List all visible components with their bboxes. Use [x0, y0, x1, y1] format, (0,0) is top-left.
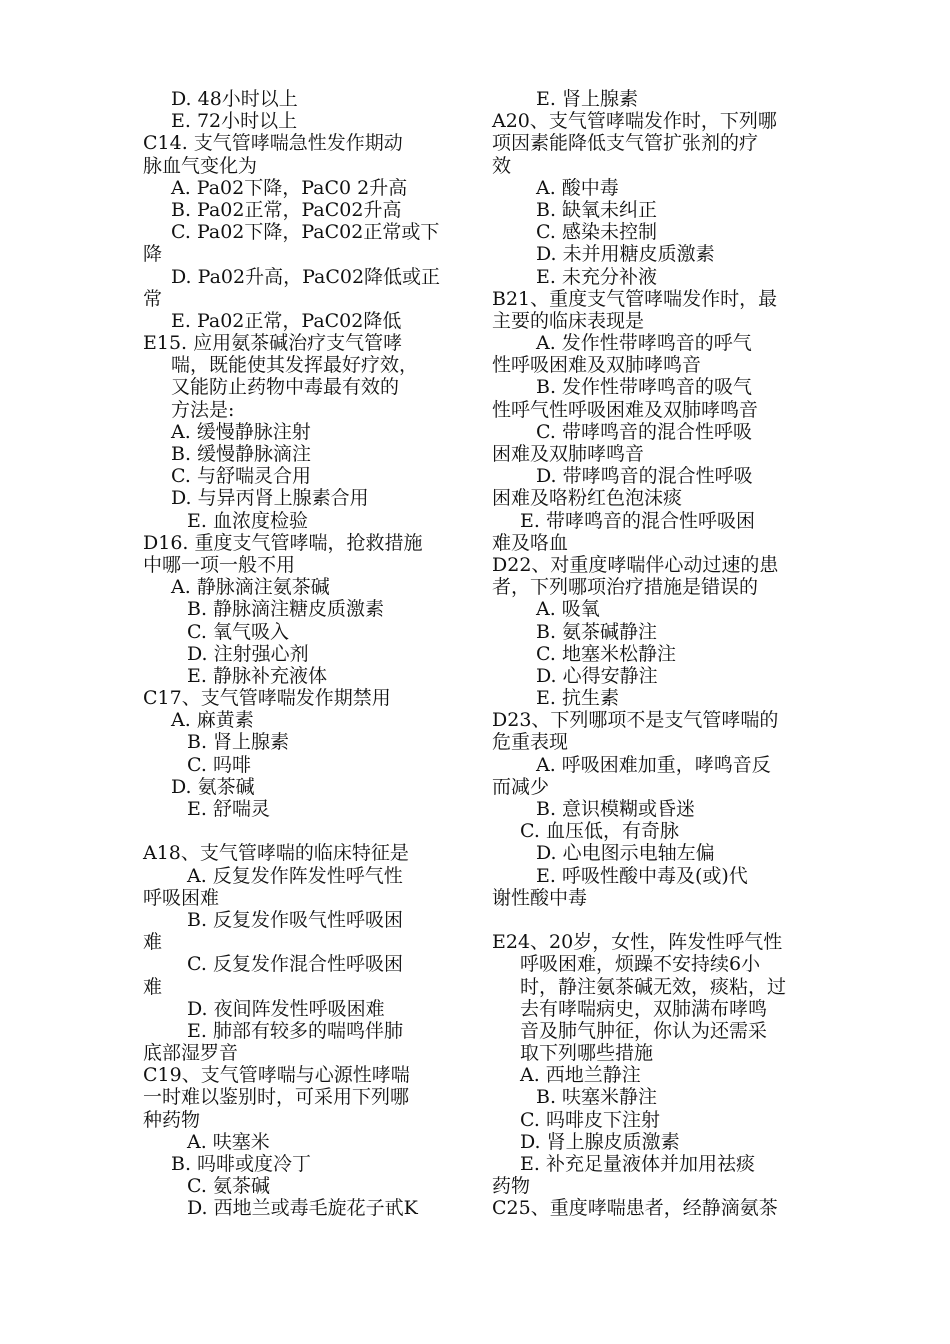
text-line: E. 带哮鸣音的混合性呼吸困: [520, 509, 755, 532]
text-line: 降: [143, 243, 163, 266]
text-line: C. 感染未控制: [536, 221, 657, 244]
text-line: B21、重度支气管哮喘发作时，最: [492, 287, 778, 310]
text-line: C. 血压低，有奇脉: [520, 820, 679, 843]
text-line: E15. 应用氨茶碱治疗支气管哮: [143, 332, 403, 355]
text-line: B. 缓慢静脉滴注: [171, 443, 312, 465]
text-line: E. 补充足量液体并加用祛痰: [520, 1153, 755, 1175]
text-line: D. 心得安静注: [536, 664, 658, 687]
text-line: D. 心电图示电轴左偏: [536, 842, 715, 865]
text-line: C. 反复发作混合性呼吸困: [187, 953, 403, 976]
text-line: 者，下列哪项治疗措施是错误的: [492, 576, 759, 599]
text-line: 方法是:: [171, 398, 235, 421]
text-line: D. 48小时以上: [171, 88, 298, 110]
text-line: 项因素能降低支气管扩张剂的疗: [492, 132, 759, 155]
text-line: D. 注射强心剂: [187, 642, 309, 665]
text-line: D. Pa02升高，PaC02降低或正: [171, 265, 441, 288]
text-line: C17、支气管哮喘发作期禁用: [143, 687, 391, 710]
text-line: C. Pa02下降，PaC02正常或下: [171, 221, 440, 244]
text-line: A. 反复发作阵发性呼气性: [187, 864, 403, 887]
text-line: 效: [492, 154, 512, 177]
text-line: 中哪一项一般不用: [143, 553, 296, 576]
text-line: D16. 重度支气管哮喘，抢救措施: [143, 531, 423, 554]
text-line: B. 静脉滴注糖皮质激素: [187, 598, 385, 621]
text-line: 一时难以鉴别时，可采用下列哪: [143, 1086, 410, 1109]
right-column: [492, 88, 810, 1220]
text-line: C. 氧气吸入: [187, 620, 289, 643]
text-line: 常: [143, 287, 163, 310]
text-line: B. 呋塞米静注: [536, 1086, 658, 1109]
text-line: E. 肾上腺素: [536, 88, 638, 110]
text-line: D. 氨茶碱: [171, 775, 255, 798]
text-line: 去有哮喘病史，双肺满布哮鸣: [520, 997, 768, 1020]
text-line: D. 带哮鸣音的混合性呼吸: [536, 465, 753, 488]
text-line: 呼吸困难: [143, 886, 220, 909]
text-line: C. 带哮鸣音的混合性呼吸: [536, 420, 752, 443]
text-line: B. 反复发作吸气性呼吸困: [187, 908, 404, 931]
text-line: D. 与异丙肾上腺素合用: [171, 487, 369, 510]
text-line: A18、支气管哮喘的临床特征是: [143, 842, 409, 865]
text-line: 喘，既能使其发挥最好疗效，: [171, 354, 419, 377]
text-line: B. 肾上腺素: [187, 731, 290, 754]
text-line: A. 西地兰静注: [520, 1064, 641, 1087]
text-line: 主要的临床表现是: [492, 309, 645, 332]
text-line: 又能防止药物中毒最有效的: [171, 376, 400, 399]
text-line: C14. 支气管哮喘急性发作期动: [143, 132, 403, 155]
text-line: A. 吸氧: [536, 598, 600, 621]
text-line: 难: [143, 931, 163, 954]
text-line: B. 氨茶碱静注: [536, 620, 658, 643]
text-line: 困难及双肺哮鸣音: [492, 443, 645, 465]
text-line: D. 夜间阵发性呼吸困难: [187, 997, 385, 1020]
text-line: A. Pa02下降，PaC0 2升高: [171, 176, 408, 199]
text-line: E. 舒喘灵: [187, 798, 270, 820]
text-line: 时，静注氨茶碱无效，痰粘，过: [520, 975, 787, 998]
text-line: D. 西地兰或毒毛旋花子甙K: [187, 1197, 418, 1220]
text-line: A. 呼吸困难加重，哮鸣音反: [536, 753, 771, 776]
text-line: E24、20岁，女性，阵发性呼气性: [492, 931, 783, 954]
text-line: B. 缺氧未纠正: [536, 198, 658, 221]
text-line: A. 麻黄素: [171, 709, 254, 732]
text-line: A. 发作性带哮鸣音的呼气: [536, 332, 752, 355]
text-line: B. 吗啡或度冷丁: [171, 1153, 312, 1175]
text-line: B. 发作性带哮鸣音的吸气: [536, 376, 753, 399]
left-column: [143, 88, 461, 1220]
text-line: C. 吗啡皮下注射: [520, 1108, 660, 1131]
text-line: A. 缓慢静脉注射: [171, 420, 311, 443]
text-line: A. 酸中毒: [536, 176, 619, 199]
text-line: A20、支气管哮喘发作时，下列哪: [492, 110, 777, 133]
text-line: 难: [143, 975, 163, 998]
text-line: E. 血浓度检验: [187, 509, 308, 532]
text-line: 危重表现: [492, 731, 569, 754]
text-line: B. Pa02正常，PaC02升高: [171, 198, 402, 221]
text-line: C. 吗啡: [187, 753, 251, 776]
text-line: 药物: [492, 1175, 531, 1198]
text-line: E. 呼吸性酸中毒及(或)代: [536, 864, 748, 887]
text-line: E. 抗生素: [536, 687, 619, 710]
text-line: A. 呋塞米: [187, 1130, 270, 1153]
text-line: D23、下列哪项不是支气管哮喘的: [492, 709, 779, 732]
text-line: 谢性酸中毒: [492, 886, 588, 909]
text-line: 脉血气变化为: [143, 154, 258, 177]
text-line: D22、对重度哮喘伴心动过速的患: [492, 553, 779, 576]
text-line: 性呼吸困难及双肺哮鸣音: [492, 354, 702, 377]
text-line: A. 静脉滴注氨茶碱: [171, 576, 330, 599]
text-line: C. 氨茶碱: [187, 1175, 270, 1198]
text-line: 音及肺气肿征，你认为还需采: [520, 1019, 768, 1042]
text-line: 性呼气性呼吸困难及双肺哮鸣音: [492, 398, 759, 421]
text-line: 取下列哪些措施: [520, 1042, 654, 1065]
text-line: [492, 909, 810, 931]
text-line: C25、重度哮喘患者，经静滴氨茶: [492, 1197, 778, 1220]
text-line: E. 肺部有较多的喘鸣伴肺: [187, 1019, 403, 1042]
text-line: 难及咯血: [492, 531, 569, 554]
text-line: 呼吸困难，烦躁不安持续6小: [520, 953, 761, 976]
text-line: 困难及咯粉红色泡沫痰: [492, 487, 683, 510]
text-line: 底部湿罗音: [143, 1042, 239, 1065]
text-line: C. 地塞米松静注: [536, 642, 676, 665]
text-line: C19、支气管哮喘与心源性哮喘: [143, 1064, 410, 1087]
text-line: D. 未并用糖皮质激素: [536, 243, 715, 266]
text-line: 种药物: [143, 1108, 201, 1131]
text-line: E. 未充分补液: [536, 265, 657, 288]
text-line: E. 静脉补充液体: [187, 664, 327, 687]
text-line: E. 72小时以上: [171, 110, 298, 133]
text-line: E. Pa02正常，PaC02降低: [171, 309, 402, 332]
text-line: [143, 820, 461, 842]
text-line: B. 意识模糊或昏迷: [536, 798, 696, 820]
text-line: C. 与舒喘灵合用: [171, 465, 311, 488]
text-line: D. 肾上腺皮质激素: [520, 1130, 680, 1153]
text-line: 而减少: [492, 775, 550, 798]
